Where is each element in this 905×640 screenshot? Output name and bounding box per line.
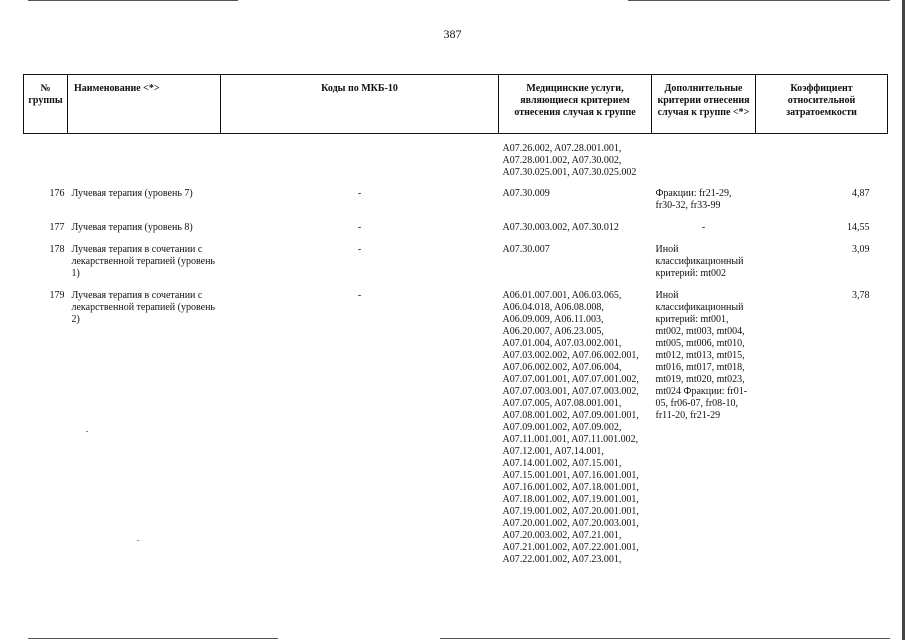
extra-criteria: Иной классификационный критерий: mt001, mt002, mt003, mt004, mt005, mt006, mt010, mt012, mt013, mt015, mt016, mt017, mt018, mt019, mt020, mt023, mt024 Фракции: fr01-05, fr06-07, fr08-10, fr11-20, fr21-29 bbox=[655, 290, 748, 421]
scan-edge-top-left bbox=[28, 0, 238, 1]
coefficient: 3,78 bbox=[852, 290, 870, 301]
table-row bbox=[24, 244, 888, 290]
table-header-row bbox=[24, 75, 888, 134]
services-cell: A07.30.003.002, A07.30.012 bbox=[502, 222, 619, 233]
page-number: 387 bbox=[443, 27, 462, 41]
header-coefficient: Коэффициент относительной затратоемкости bbox=[756, 75, 888, 134]
header-name: Наименование <*> bbox=[68, 75, 221, 134]
extra-criteria: Иной классификационный критерий: mt002 bbox=[655, 244, 744, 279]
group-name: Лучевая терапия в сочетании с лекарственной терапией (уровень 1) bbox=[71, 244, 215, 279]
icd-codes: - bbox=[357, 222, 362, 233]
extra-criteria: - bbox=[701, 222, 706, 233]
table-row bbox=[24, 290, 888, 576]
group-number: 178 bbox=[49, 244, 65, 255]
group-number: 176 bbox=[49, 188, 65, 199]
scan-edge-bottom-right bbox=[440, 638, 890, 639]
services-cell: A07.30.007 bbox=[502, 244, 550, 255]
header-group-number: № группы bbox=[24, 75, 68, 134]
group-name: Лучевая терапия (уровень 7) bbox=[71, 188, 193, 199]
services-cell: A06.01.007.001, A06.03.065, A06.04.018, A06.08.008, A06.09.009, A06.11.003, A06.20.007, A06.23.005, A07.01.004, A07.03.002.001, A07.03.002.002, A07.06.002.001, A07.06.002.002, A07.06.004, A07.07.001.001, A07.07.001.002, A07.07.003.001, A07.07.003.002, A07.07.005, A07.08.001.001, A07.08.001.002, A07.09.001.001, A07.09.001.002, A07.09.002, A07.11.001.001, A07.11.001.002, A07.12.001, A07.14.001, A07.14.001.002, A07.15.001, A07.15.001.001, A07.16.001.001, A07.16.001.002, A07.18.001.001, A07.18.001.002, A07.19.001.001, A07.19.001.002, A07.20.001.001, A07.20.001.002, A07.20.003.001, A07.20.003.002, A07.21.001, A07.21.001.002, A07.22.001.001, A07.22.001.002, A07.23.001, bbox=[502, 290, 639, 565]
table-row-continuation bbox=[24, 134, 888, 189]
icd-codes: - bbox=[357, 244, 362, 255]
services-cell: A07.26.002, A07.28.001.001, A07.28.001.002, A07.30.002, A07.30.025.001, A07.30.025.002 bbox=[502, 143, 637, 178]
group-number: 177 bbox=[49, 222, 65, 233]
icd-codes: - bbox=[357, 290, 362, 301]
table-row bbox=[24, 222, 888, 244]
group-name: Лучевая терапия в сочетании с лекарственной терапией (уровень 2) bbox=[71, 290, 215, 325]
header-extra-criteria: Дополнительные критерии отнесения случая к группе <*> bbox=[652, 75, 756, 134]
scan-edge-bottom-left bbox=[28, 638, 278, 639]
tariff-table bbox=[23, 74, 888, 576]
group-number: 179 bbox=[49, 290, 65, 301]
header-icd-codes: Коды по МКБ-10 bbox=[221, 75, 499, 134]
group-name: Лучевая терапия (уровень 8) bbox=[71, 222, 193, 233]
table-row bbox=[24, 188, 888, 222]
icd-codes: - bbox=[357, 188, 362, 199]
header-services: Медицинские услуги, являющиеся критерием отнесения случая к группе bbox=[499, 75, 652, 134]
coefficient: 14,55 bbox=[847, 222, 870, 233]
scan-edge-top-right bbox=[628, 0, 890, 1]
services-cell: A07.30.009 bbox=[502, 188, 550, 199]
coefficient: 3,09 bbox=[852, 244, 870, 255]
coefficient: 4,87 bbox=[852, 188, 870, 199]
extra-criteria: Фракции: fr21-29, fr30-32, fr33-99 bbox=[655, 188, 732, 211]
